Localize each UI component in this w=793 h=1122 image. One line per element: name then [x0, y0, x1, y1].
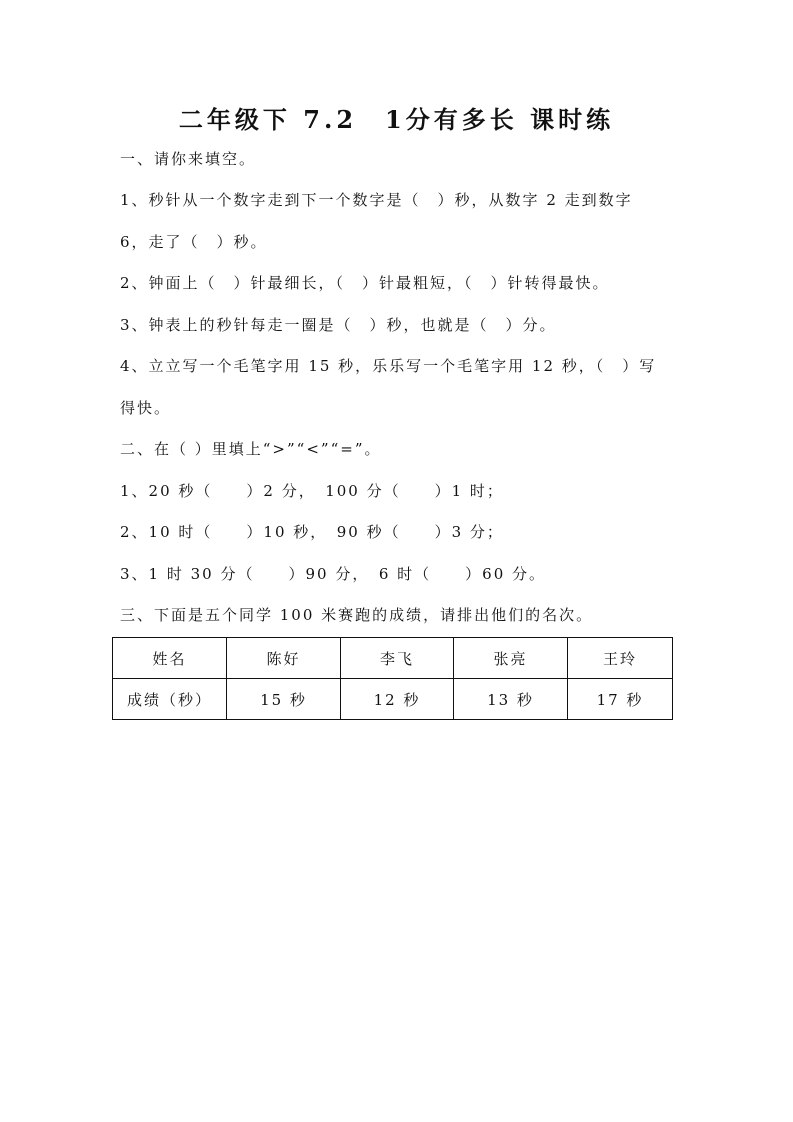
table-cell: 姓名	[113, 638, 227, 679]
table-cell: 17 秒	[568, 679, 673, 720]
table-cell: 王玲	[568, 638, 673, 679]
table-cell: 15 秒	[227, 679, 341, 720]
page-title: 二年级下 7.2 1分有多长 课时练	[178, 105, 615, 134]
section1-heading: 一、请你来填空。	[120, 150, 257, 168]
table-row	[113, 679, 673, 720]
race-results-table	[112, 637, 673, 720]
question-3: 3、钟表上的秒针每走一圈是（ ）秒，也就是（ ）分。	[120, 316, 557, 334]
compare-question-1: 1、20 秒（ ）2 分， 100 分（ ）1 时；	[120, 482, 504, 500]
table-cell: 成绩（秒）	[113, 679, 227, 720]
table-cell: 12 秒	[341, 679, 454, 720]
compare-question-2: 2、10 时（ ）10 秒， 90 秒（ ）3 分；	[120, 523, 504, 541]
question-1-line-1: 1、秒针从一个数字走到下一个数字是（ ）秒，从数字 2 走到数字	[120, 191, 633, 209]
table-cell: 陈好	[227, 638, 341, 679]
table-header-row	[113, 638, 673, 679]
question-4-line-2: 得快。	[120, 399, 172, 417]
question-2: 2、钟面上（ ）针最细长，（ ）针最粗短，（ ）针转得最快。	[120, 274, 610, 292]
section3-heading: 三、下面是五个同学 100 米赛跑的成绩，请排出他们的名次。	[120, 606, 594, 624]
table-cell: 张亮	[454, 638, 568, 679]
question-4-line-1: 4、立立写一个毛笔字用 15 秒，乐乐写一个毛笔字用 12 秒，（ ）写	[120, 357, 657, 375]
table-cell: 李飞	[341, 638, 454, 679]
section2-heading: 二、在（ ）里填上“>”“<”“=”。	[120, 440, 382, 458]
compare-question-3: 3、1 时 30 分（ ）90 分， 6 时（ ）60 分。	[120, 565, 547, 583]
question-1-line-2: 6，走了（ ）秒。	[120, 233, 268, 251]
table-cell: 13 秒	[454, 679, 568, 720]
